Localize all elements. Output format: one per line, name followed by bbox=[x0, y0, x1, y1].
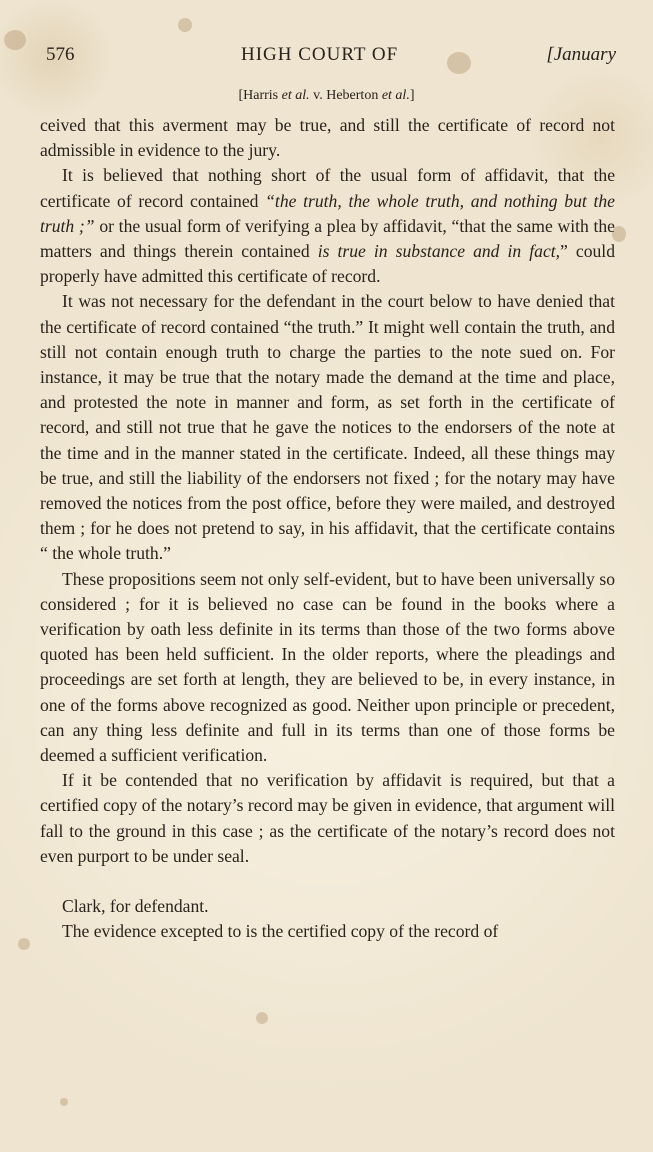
page-header bbox=[46, 44, 616, 74]
foxing-stain bbox=[178, 18, 192, 32]
paragraph-evidence: The evidence excepted to is the certified copy of the record of bbox=[62, 921, 499, 942]
term-date: [January bbox=[546, 44, 616, 65]
running-head: HIGH COURT OF bbox=[241, 44, 399, 65]
foxing-stain bbox=[4, 30, 26, 50]
section-gap bbox=[40, 869, 615, 894]
foxing-stain bbox=[256, 1012, 268, 1024]
case-caption: [Harris et al. v. Heberton et al.] bbox=[238, 88, 415, 103]
paragraph-continued: ceived that this averment may be true, and still the certificate of record not admissible in evidence to the jury. bbox=[40, 115, 615, 161]
page-number: 576 bbox=[46, 44, 75, 65]
paragraph-affidavit-form: It is believed that nothing short of the usual form of affidavit, that the certificate of record contained “the truth, the whole truth, and nothing but the truth ;” or the usual form of verifying a plea by affidavit, “that the same with the matters and things therein contained is true in substance and in fact,” could properly have admitted this certificate of record. bbox=[40, 165, 615, 287]
paragraph-verification: If it be contended that no verification by affidavit is required, but that a certified copy of the notary’s record may be given in evidence, that argument will fall to the ground in this case ; as the certificate of the notary’s record does not even purport to be under seal. bbox=[40, 770, 615, 866]
foxing-stain bbox=[60, 1098, 68, 1106]
counsel-line: Clark, for defendant. bbox=[62, 896, 209, 917]
paragraph-propositions: These propositions seem not only self-evident, but to have been universally so considered ; for it is believed no case can be found in the books where a verification by oath less definite in its terms than those of the two forms above quoted has been held sufficient. In the older reports, where the pleadings and proceedings are set forth at length, they are believed to be, in every instance, in one of the forms above recognized as good. Neither upon principle or precedent, can any thing less definite and full in its terms than one of those forms be deemed a sufficient verification. bbox=[40, 568, 615, 766]
paragraph-not-necessary: It was not necessary for the defendant in the court below to have denied that the certificate of record contained “the truth.” It might well contain the truth, and still not contain enough truth to charge the parties to the note sued on. For instance, it may be true that the notary made the demand at the time and place, and protested the note in manner and form, as set forth in the certificate of record, and still not true that he gave the notices to the endorsers of the note at the time and in the manner stated in the certificate. Indeed, all these things may be true, and still the liability of the endorsers not fixed ; for the notary may have removed the notices from the post office, before they were mailed, and destroyed them ; for he does not pretend to say, in his affidavit, that the certificate contains “ the whole truth.” bbox=[40, 291, 615, 564]
body-text bbox=[40, 113, 615, 945]
foxing-stain bbox=[18, 938, 30, 950]
